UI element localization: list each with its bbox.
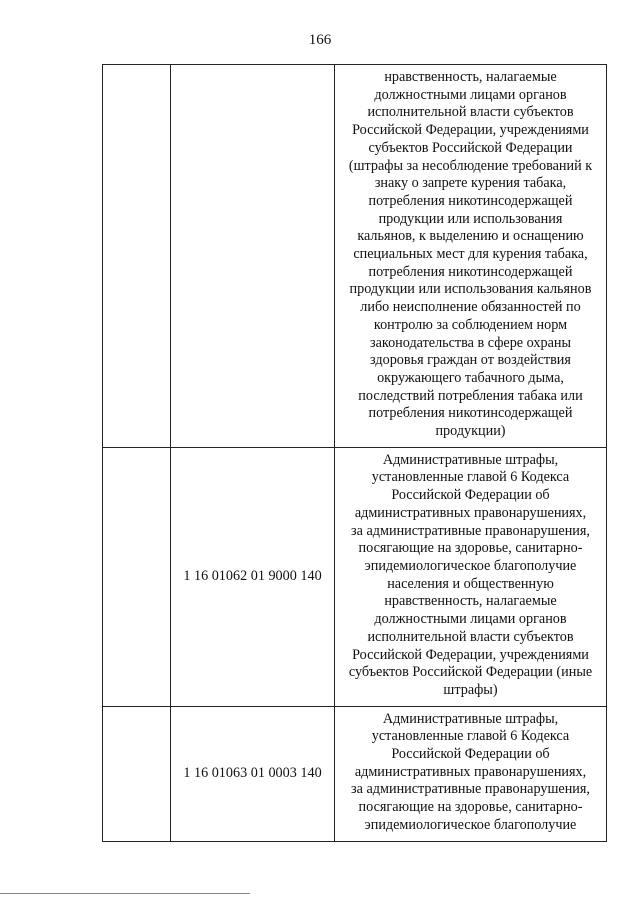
kbk-code-cell [171,65,335,448]
description-cell [335,447,607,706]
kbk-code-cell: 1 16 01062 01 9000 140 [171,447,335,706]
table-row [103,447,607,706]
kbk-code-cell: 1 16 01063 01 0003 140 [171,706,335,841]
description-cell [335,706,607,841]
description-cell [335,65,607,448]
description-text: нравственность, налагаемые должностными лицами органов исполнительной власти субъектов Российской Федерации, учреждениями субъектов Российской Федерации (штрафы за несоблюдение требований к знаку о запрете курения табака, потребления никотинсодержащей продукции или использования кальянов, к выделению и оснащению специальных мест для курения табака, потребления никотинсодержащей продукции или использования кальянов либо неисполнение обязанностей по контролю за соблюдением норм законодательства в сфере охраны здоровья граждан от воздействия окружающего табачного дыма, последствий потребления табака или потребления никотинсодержащей продукции) [348,69,593,440]
page-number: 166 [308,32,332,48]
table-row [103,706,607,841]
table-row [103,65,607,448]
description-text: Административные штрафы, установленные главой 6 Кодекса Российской Федерации об административных правонарушениях, за административные правонарушения, посягающие на здоровье, санитарно- эпидемиологическое благополучие [351,710,590,833]
row-number-cell [103,447,171,706]
row-number-cell [103,65,171,448]
page-bottom-rule [0,893,250,894]
budget-classification-table [102,64,607,842]
description-text: Административные штрафы, установленные главой 6 Кодекса Российской Федерации об административных правонарушениях, за административные правонарушения, посягающие на здоровье, санитарно- эпидемиологическое благополучие населения и общественную нравственность, налагаемые должностными лицами органов исполнительной власти субъектов Российской Федерации, учреждениями субъектов Российской Федерации (иные штрафы) [348,451,593,698]
row-number-cell [103,706,171,841]
